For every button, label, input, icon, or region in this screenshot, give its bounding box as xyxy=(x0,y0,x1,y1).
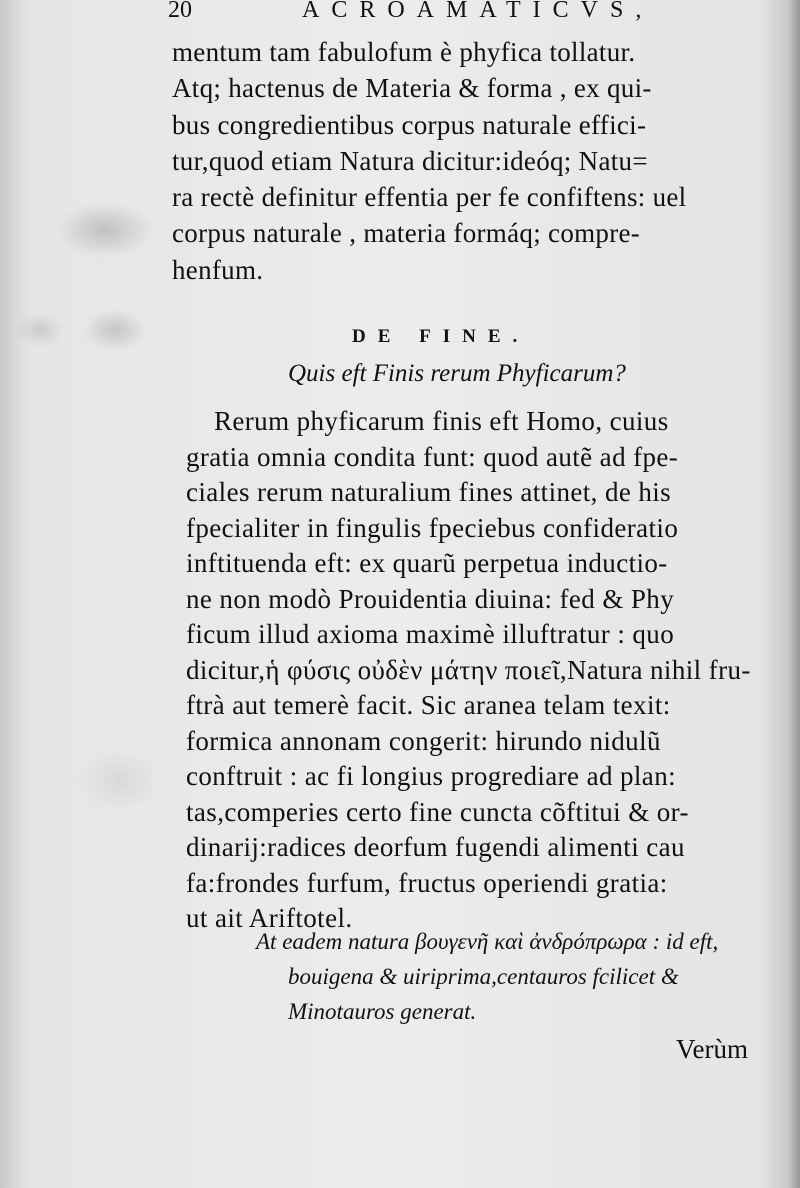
text-line: ciales rerum naturalium fines attinet, de his xyxy=(186,477,672,507)
text-line: fpecialiter in fingulis fpeciebus confideratio xyxy=(186,512,679,543)
text-line: ne non modò Prouidentia diuina: fed & Phy xyxy=(186,583,675,614)
text-line: inftituenda eft: ex quarũ perpetua inductio- xyxy=(186,548,668,578)
text-line: henfum. xyxy=(172,254,264,285)
note-line: At eadem natura βουγενῆ καὶ ἀνδρόπρωρα : id eft, xyxy=(256,929,719,954)
text-line: bus congredientibus corpus naturale effici- xyxy=(172,109,647,140)
page-number: 20 xyxy=(168,0,192,23)
italic-note xyxy=(256,924,718,1029)
text-line: tas,comperies certo fine cuncta cõftitui & or- xyxy=(186,796,689,827)
text-line: corpus naturale , materia formáq; compre- xyxy=(172,218,641,249)
section-question: Quis eft Finis rerum Phyficarum? xyxy=(288,360,626,387)
text-line: formica annonam congerit: hirundo nidulũ xyxy=(186,725,661,756)
text-line: Atq; hactenus de Materia & forma , ex qui- xyxy=(172,73,652,104)
paragraph-2 xyxy=(186,404,751,937)
text-line: gratia omnia condita funt: quod autẽ ad fpe- xyxy=(186,441,679,472)
paragraph-1 xyxy=(172,34,687,288)
page-edge-shadow xyxy=(788,0,800,1188)
text-line: dicitur,ἡ φύσις οὐδὲν μάτην ποιεῖ,Natura nihil fru- xyxy=(186,654,751,685)
text-line: dinarij:radices deorfum fugendi alimenti cau xyxy=(186,832,685,862)
text-line: ut ait Ariftotel. xyxy=(186,903,353,933)
text-line: tur,quod etiam Natura dicitur:ideóq; Natu= xyxy=(172,145,648,176)
text-line: Rerum phyficarum finis eft Homo, cuius xyxy=(214,406,669,436)
note-line: bouigena & uiriprima,centauros fcilicet & xyxy=(288,964,679,989)
text-line: fa:frondes furfum, fructus operiendi gratia: xyxy=(186,867,668,898)
running-title: ACROAMATICVS, xyxy=(302,0,654,23)
text-line: conftruit : ac fi longius progrediare ad plan: xyxy=(186,761,676,791)
text-line: ra rectè definitur effentia per fe confiftens: uel xyxy=(172,182,687,213)
catchword: Verùm xyxy=(676,1034,748,1064)
note-line: Minotauros generat. xyxy=(288,999,477,1024)
running-head xyxy=(168,0,672,24)
section-heading: DE FINE. xyxy=(352,326,530,347)
text-line: ftrà aut temerè facit. Sic aranea telam texit: xyxy=(186,690,671,720)
text-line: ficum illud axioma maximè illuftratur : quo xyxy=(186,619,675,649)
text-line: mentum tam fabulofum è phyfica tollatur. xyxy=(172,37,636,67)
